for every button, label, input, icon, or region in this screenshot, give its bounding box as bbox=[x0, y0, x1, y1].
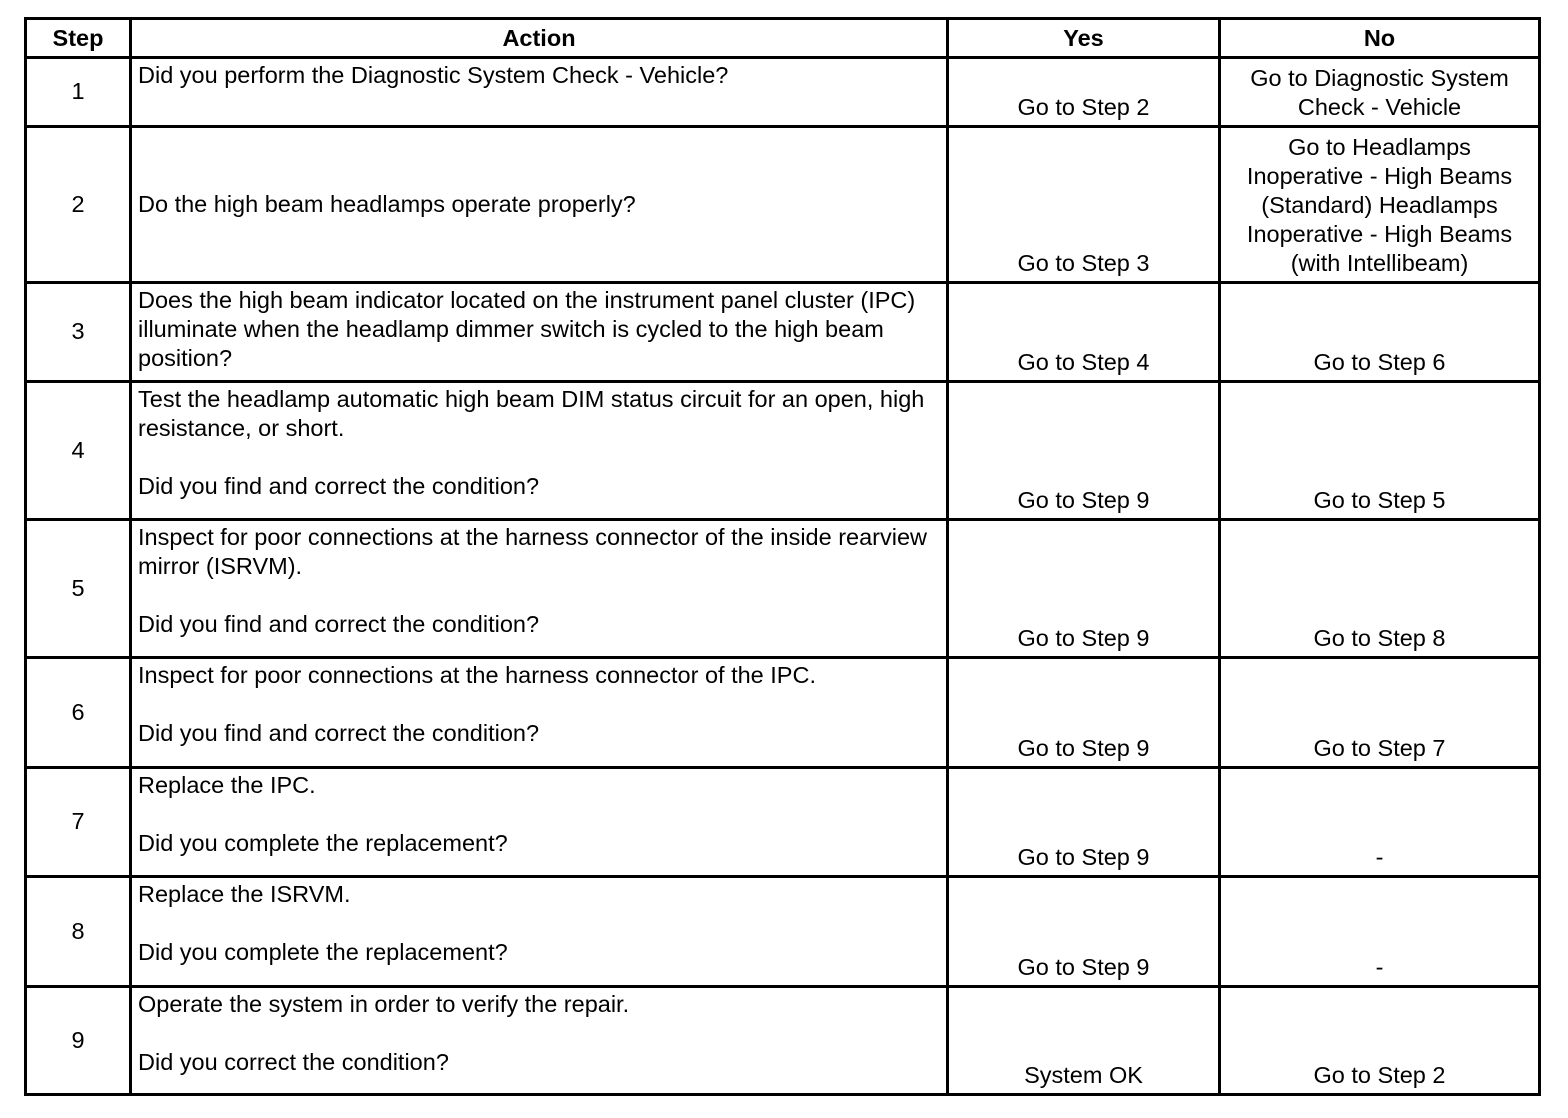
step-number: 7 bbox=[26, 768, 131, 877]
table-row bbox=[26, 768, 1540, 877]
no-cell: - bbox=[1220, 768, 1540, 877]
action-question: Did you correct the condition? bbox=[138, 1049, 449, 1075]
header-no: No bbox=[1220, 19, 1540, 58]
action-question: Did you find and correct the condition? bbox=[138, 473, 540, 499]
yes-cell: Go to Step 9 bbox=[948, 658, 1220, 768]
action-question: Did you perform the Diagnostic System Check - Vehicle? bbox=[138, 62, 729, 88]
no-cell: Go to Step 5 bbox=[1220, 382, 1540, 520]
step-number: 1 bbox=[26, 58, 131, 127]
no-cell: - bbox=[1220, 877, 1540, 987]
table-row bbox=[26, 58, 1540, 127]
no-cell: Go to Headlamps Inoperative - High Beams (Standard) Headlamps Inoperative - High Beams (with Intellibeam) bbox=[1220, 127, 1540, 283]
no-cell: Go to Step 7 bbox=[1220, 658, 1540, 768]
action-cell bbox=[131, 658, 948, 768]
action-question: Did you find and correct the condition? bbox=[138, 720, 540, 746]
yes-cell: Go to Step 4 bbox=[948, 283, 1220, 382]
yes-cell: System OK bbox=[948, 987, 1220, 1095]
yes-cell: Go to Step 2 bbox=[948, 58, 1220, 127]
step-number: 3 bbox=[26, 283, 131, 382]
no-cell: Go to Step 8 bbox=[1220, 520, 1540, 658]
table-row bbox=[26, 127, 1540, 283]
action-cell bbox=[131, 987, 948, 1095]
step-number: 6 bbox=[26, 658, 131, 768]
action-question: Does the high beam indicator located on the instrument panel cluster (IPC) illuminate when the headlamp dimmer switch is cycled to the high beam position? bbox=[138, 287, 916, 371]
yes-cell: Go to Step 9 bbox=[948, 520, 1220, 658]
yes-cell: Go to Step 9 bbox=[948, 877, 1220, 987]
table-row bbox=[26, 658, 1540, 768]
table-row bbox=[26, 382, 1540, 520]
action-cell bbox=[131, 877, 948, 987]
action-cell bbox=[131, 127, 948, 283]
yes-cell: Go to Step 3 bbox=[948, 127, 1220, 283]
yes-cell: Go to Step 9 bbox=[948, 382, 1220, 520]
action-cell bbox=[131, 58, 948, 127]
step-number: 5 bbox=[26, 520, 131, 658]
action-cell bbox=[131, 768, 948, 877]
action-instruction: Inspect for poor connections at the harness connector of the IPC. bbox=[138, 662, 816, 688]
step-number: 8 bbox=[26, 877, 131, 987]
action-instruction: Operate the system in order to verify the repair. bbox=[138, 991, 630, 1017]
table-row bbox=[26, 283, 1540, 382]
no-cell: Go to Step 2 bbox=[1220, 987, 1540, 1095]
step-number: 9 bbox=[26, 987, 131, 1095]
action-cell bbox=[131, 520, 948, 658]
action-instruction: Replace the ISRVM. bbox=[138, 881, 351, 907]
header-row bbox=[26, 19, 1540, 58]
table-row bbox=[26, 520, 1540, 658]
diagnostic-table bbox=[24, 17, 1541, 1096]
header-yes: Yes bbox=[948, 19, 1220, 58]
table-row bbox=[26, 877, 1540, 987]
table-row bbox=[26, 987, 1540, 1095]
action-question: Did you complete the replacement? bbox=[138, 830, 508, 856]
header-action: Action bbox=[131, 19, 948, 58]
action-instruction: Inspect for poor connections at the harness connector of the inside rearview mirror (ISRVM). bbox=[138, 524, 928, 579]
action-cell bbox=[131, 382, 948, 520]
action-instruction: Replace the IPC. bbox=[138, 772, 316, 798]
action-question: Did you complete the replacement? bbox=[138, 939, 508, 965]
action-instruction: Test the headlamp automatic high beam DIM status circuit for an open, high resistance, or short. bbox=[138, 386, 925, 441]
no-cell: Go to Step 6 bbox=[1220, 283, 1540, 382]
action-cell bbox=[131, 283, 948, 382]
no-cell: Go to Diagnostic System Check - Vehicle bbox=[1220, 58, 1540, 127]
action-question: Did you find and correct the condition? bbox=[138, 611, 540, 637]
header-step: Step bbox=[26, 19, 131, 58]
action-question: Do the high beam headlamps operate properly? bbox=[138, 190, 636, 217]
step-number: 4 bbox=[26, 382, 131, 520]
step-number: 2 bbox=[26, 127, 131, 283]
yes-cell: Go to Step 9 bbox=[948, 768, 1220, 877]
